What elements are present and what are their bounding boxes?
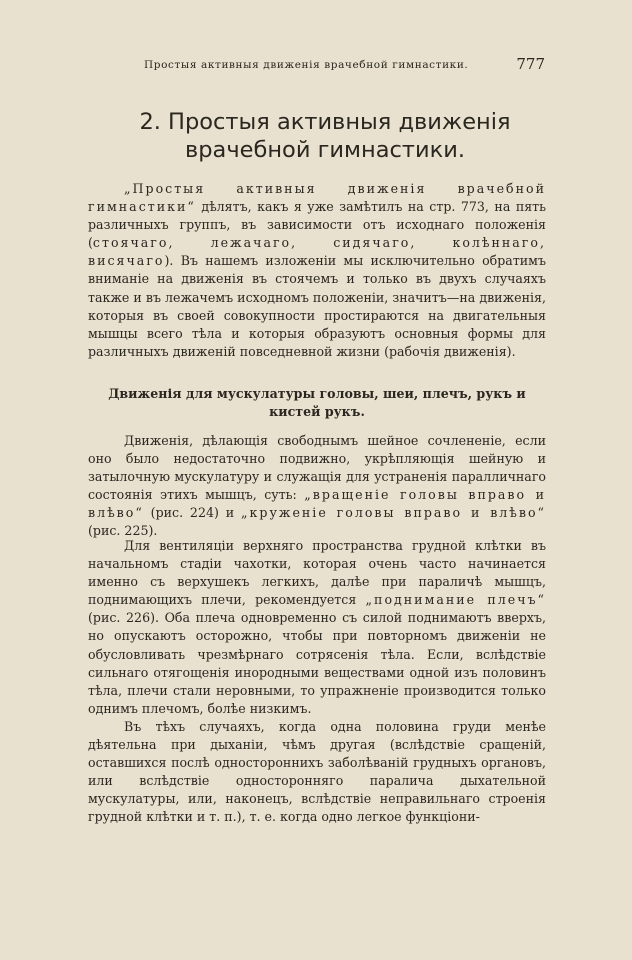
paragraph-neck-movements	[88, 432, 546, 541]
paragraph-text: Движенія, дѣлающія свободнымъ шейное сочлененіе, если оно было недостаточно подвижно, укрѣпляющія шейную и затылочную мускулатуру и служащія для устраненія паралличнаго состоянія этихъ мышцъ, суть:	[88, 433, 546, 503]
running-head-title: Простыя активныя движенія врачебной гимнастики.	[144, 59, 469, 71]
paragraph-text: (рис. 224) и	[143, 505, 241, 521]
paragraph-text: (рис. 225).	[88, 523, 158, 539]
paragraph-shoulder-raising	[88, 537, 546, 718]
paragraph-chest: Въ тѣхъ случаяхъ, когда одна половина груди менѣе дѣятельна при дыханіи, чѣмъ другая (вслѣдствіе сращеній, оставшихся послѣ одностороннихъ заболѣваній грудныхъ органовъ, или вслѣдствіе односторонняго паралича дыхательной мускулатуры, или, наконецъ, вслѣдствіе неправильнаго строенія грудной клѣтки и т. п.), т. е. когда одно легкое функціони-	[88, 719, 546, 825]
running-head	[100, 55, 545, 73]
section-title: 2. Простыя активныя движенія врачебной гимнастики.	[139, 109, 511, 163]
paragraph-intro	[88, 180, 546, 361]
spaced-term: „поднимание плечъ“	[365, 592, 546, 608]
page-number: 777	[516, 55, 545, 73]
spaced-term: „вращеніе головы вправо и влѣво“	[88, 487, 546, 521]
paragraph-text: дѣлятъ, какъ я уже замѣтилъ на стр. 773, на пять различныхъ группъ, въ зависимости отъ исходнаго положенія (	[88, 199, 546, 251]
spaced-term: „Простыя активныя движенія врачебной гимнастики“	[88, 181, 546, 215]
paragraph-text: (рис. 226). Оба плеча одновременно съ силой поднимаютъ вверхъ, но опускаютъ осторожно, чтобы при повторномъ движеніи не обусловливать чрезмѣрнаго сотрясенія тѣла. Если, вслѣдствіе сильнаго отягощенія инородными веществами одной изъ половинъ тѣла, плечи стали неровными, то упражненіе производится только однимъ плечомъ, болѣе низкимъ.	[88, 610, 546, 716]
paragraph-text: Для вентиляціи верхняго пространства грудной клѣтки въ начальномъ стадіи чахотки, которая очень часто начинается именно съ верхушекъ легкихъ, далѣе при параличѣ мышцъ, поднимающихъ плечи, рекомендуется	[88, 538, 546, 608]
paragraph-text: ). Въ нашемъ изложеніи мы исключительно обратимъ вниманіе на движенія въ стоячемъ и только въ двухъ случаяхъ также и въ лежачемъ исходномъ положеніи, значитъ—на движенія, которыя въ своей совокупности простираются на двигательныя мышцы всего тѣла и которыя образуютъ основныя формы для различныхъ движеній повседневной жизни (рабочія движенія).	[88, 253, 546, 359]
spaced-term: „круженіе головы вправо и влѣво“	[241, 505, 546, 521]
spaced-term: стоячаго, лежачаго, сидячаго, колѣннаго, висячаго	[88, 235, 546, 269]
subsection-heading: Движенія для мускулатуры головы, шеи, плечъ, рукъ и кистей рукъ.	[108, 386, 526, 419]
